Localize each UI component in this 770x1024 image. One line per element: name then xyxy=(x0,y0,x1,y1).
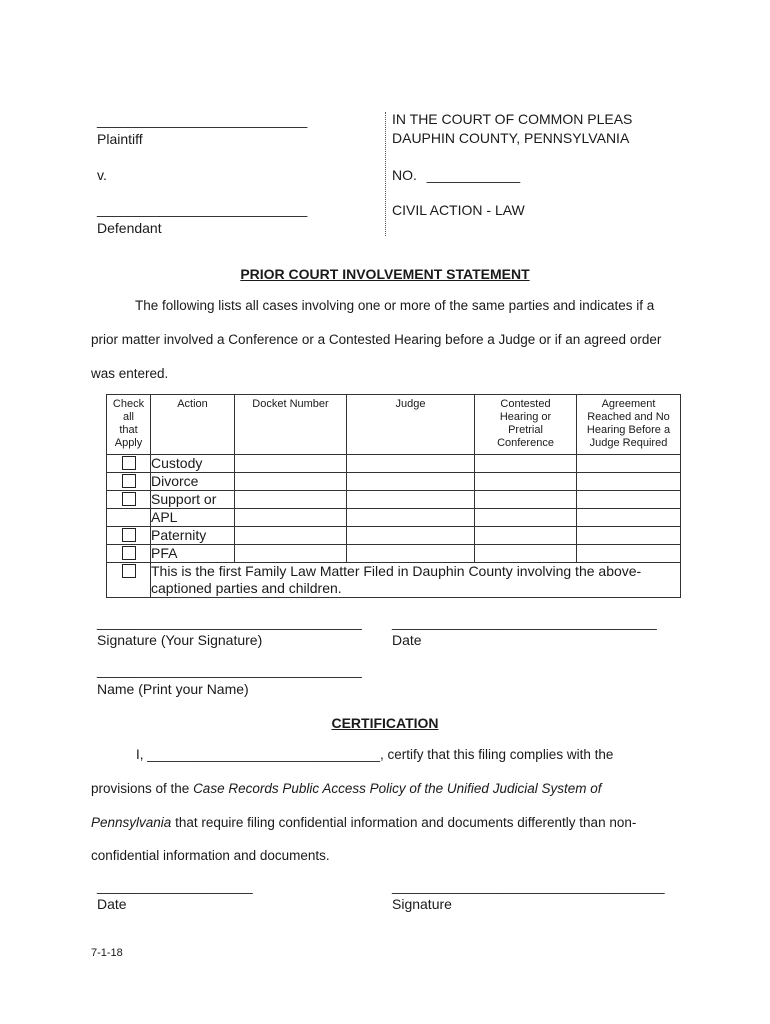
divorce-checkbox[interactable] xyxy=(122,474,136,488)
signature-label: Signature (Your Signature) xyxy=(97,632,263,648)
paternity-agreement-cell[interactable] xyxy=(577,527,681,545)
involvement-table xyxy=(106,394,681,598)
support-docket-cell[interactable] xyxy=(235,491,347,509)
apl-judge-cell[interactable] xyxy=(347,509,475,527)
plaintiff-label: Plaintiff xyxy=(97,131,143,147)
plaintiff-signature-line[interactable]: ___________________________ xyxy=(97,112,308,128)
paternity-docket-cell[interactable] xyxy=(235,527,347,545)
divorce-agreement-cell[interactable] xyxy=(577,473,681,491)
header-contested-hearing: Contested Hearing or Pretrial Conference xyxy=(475,395,577,455)
divorce-judge-cell[interactable] xyxy=(347,473,475,491)
certification-title: CERTIFICATION xyxy=(331,715,439,731)
first-matter-label: This is the first Family Law Matter Filed in Dauphin County involving the above- captioned parties and children. xyxy=(151,563,681,598)
caption-divider xyxy=(385,112,386,236)
header-agreement-reached: Agreement Reached and No Hearing Before a Judge Required xyxy=(577,395,681,455)
statement-title: PRIOR COURT INVOLVEMENT STATEMENT xyxy=(240,266,530,282)
table-row-custody xyxy=(107,455,681,473)
certification-date-line[interactable]: ____________________ xyxy=(97,878,253,894)
civil-action-label: CIVIL ACTION - LAW xyxy=(392,202,525,218)
table-row-first-matter xyxy=(107,563,681,598)
table-row-paternity xyxy=(107,527,681,545)
row-label-support: Support or xyxy=(151,491,235,509)
apl-docket-cell[interactable] xyxy=(235,509,347,527)
support-checkbox[interactable] xyxy=(122,492,136,506)
certification-signature-label: Signature xyxy=(392,896,452,912)
certification-signature-line[interactable]: ___________________________________ xyxy=(392,878,665,894)
pfa-agreement-cell[interactable] xyxy=(577,545,681,563)
table-header-row xyxy=(107,395,681,455)
court-name-line1: IN THE COURT OF COMMON PLEAS xyxy=(392,111,633,127)
header-judge: Judge xyxy=(347,395,475,455)
certification-date-label: Date xyxy=(97,896,127,912)
revision-date: 7-1-18 xyxy=(91,947,123,959)
row-label-apl: APL xyxy=(151,509,235,527)
certification-line2: provisions of the Case Records Public Access Policy of the Unified Judicial System of xyxy=(91,781,602,796)
paternity-judge-cell[interactable] xyxy=(347,527,475,545)
pfa-docket-cell[interactable] xyxy=(235,545,347,563)
row-label-paternity: Paternity xyxy=(151,527,235,545)
support-judge-cell[interactable] xyxy=(347,491,475,509)
print-name-line[interactable]: __________________________________ xyxy=(97,662,362,678)
header-check-all: Check all that Apply xyxy=(107,395,151,455)
table-row-divorce xyxy=(107,473,681,491)
defendant-signature-line[interactable]: ___________________________ xyxy=(97,201,308,217)
docket-number-field[interactable] xyxy=(392,167,520,183)
defendant-label: Defendant xyxy=(97,220,162,236)
custody-agreement-cell[interactable] xyxy=(577,455,681,473)
header-docket-number: Docket Number xyxy=(235,395,347,455)
custody-docket-cell[interactable] xyxy=(235,455,347,473)
certification-line3: Pennsylvania that require filing confidential information and documents differently than non- xyxy=(91,815,637,830)
court-name-line2: DAUPHIN COUNTY, PENNSYLVANIA xyxy=(392,130,630,146)
row-label-pfa: PFA xyxy=(151,545,235,563)
statement-paragraph-line3: was entered. xyxy=(91,366,169,381)
divorce-docket-cell[interactable] xyxy=(235,473,347,491)
table-row-pfa xyxy=(107,545,681,563)
signature-line[interactable]: __________________________________ xyxy=(97,614,362,630)
row-label-custody: Custody xyxy=(151,455,235,473)
versus-label: v. xyxy=(97,167,107,183)
pfa-contested-cell[interactable] xyxy=(475,545,577,563)
table-row-support xyxy=(107,491,681,509)
apl-agreement-cell[interactable] xyxy=(577,509,681,527)
docket-number-label: NO. xyxy=(392,167,417,183)
custody-judge-cell[interactable] xyxy=(347,455,475,473)
pfa-checkbox[interactable] xyxy=(122,546,136,560)
row-label-divorce: Divorce xyxy=(151,473,235,491)
support-contested-cell[interactable] xyxy=(475,491,577,509)
apl-contested-cell[interactable] xyxy=(475,509,577,527)
date-label: Date xyxy=(392,632,422,648)
certification-line1[interactable]: I, _______________________________, certify that this filing complies with the xyxy=(136,747,614,762)
table-row-apl xyxy=(107,509,681,527)
pfa-judge-cell[interactable] xyxy=(347,545,475,563)
statement-paragraph-line1: The following lists all cases involving one or more of the same parties and indicates if a xyxy=(135,298,655,313)
docket-number-blank[interactable]: ____________ xyxy=(426,167,521,183)
statement-paragraph-line2: prior matter involved a Conference or a Contested Hearing before a Judge or if an agreed order xyxy=(91,332,662,347)
print-name-label: Name (Print your Name) xyxy=(97,681,249,697)
custody-contested-cell[interactable] xyxy=(475,455,577,473)
date-line[interactable]: __________________________________ xyxy=(392,614,657,630)
custody-checkbox[interactable] xyxy=(122,456,136,470)
support-agreement-cell[interactable] xyxy=(577,491,681,509)
header-action: Action xyxy=(151,395,235,455)
paternity-contested-cell[interactable] xyxy=(475,527,577,545)
certification-line4: confidential information and documents. xyxy=(91,848,330,863)
first-matter-checkbox[interactable] xyxy=(122,564,136,578)
paternity-checkbox[interactable] xyxy=(122,528,136,542)
divorce-contested-cell[interactable] xyxy=(475,473,577,491)
